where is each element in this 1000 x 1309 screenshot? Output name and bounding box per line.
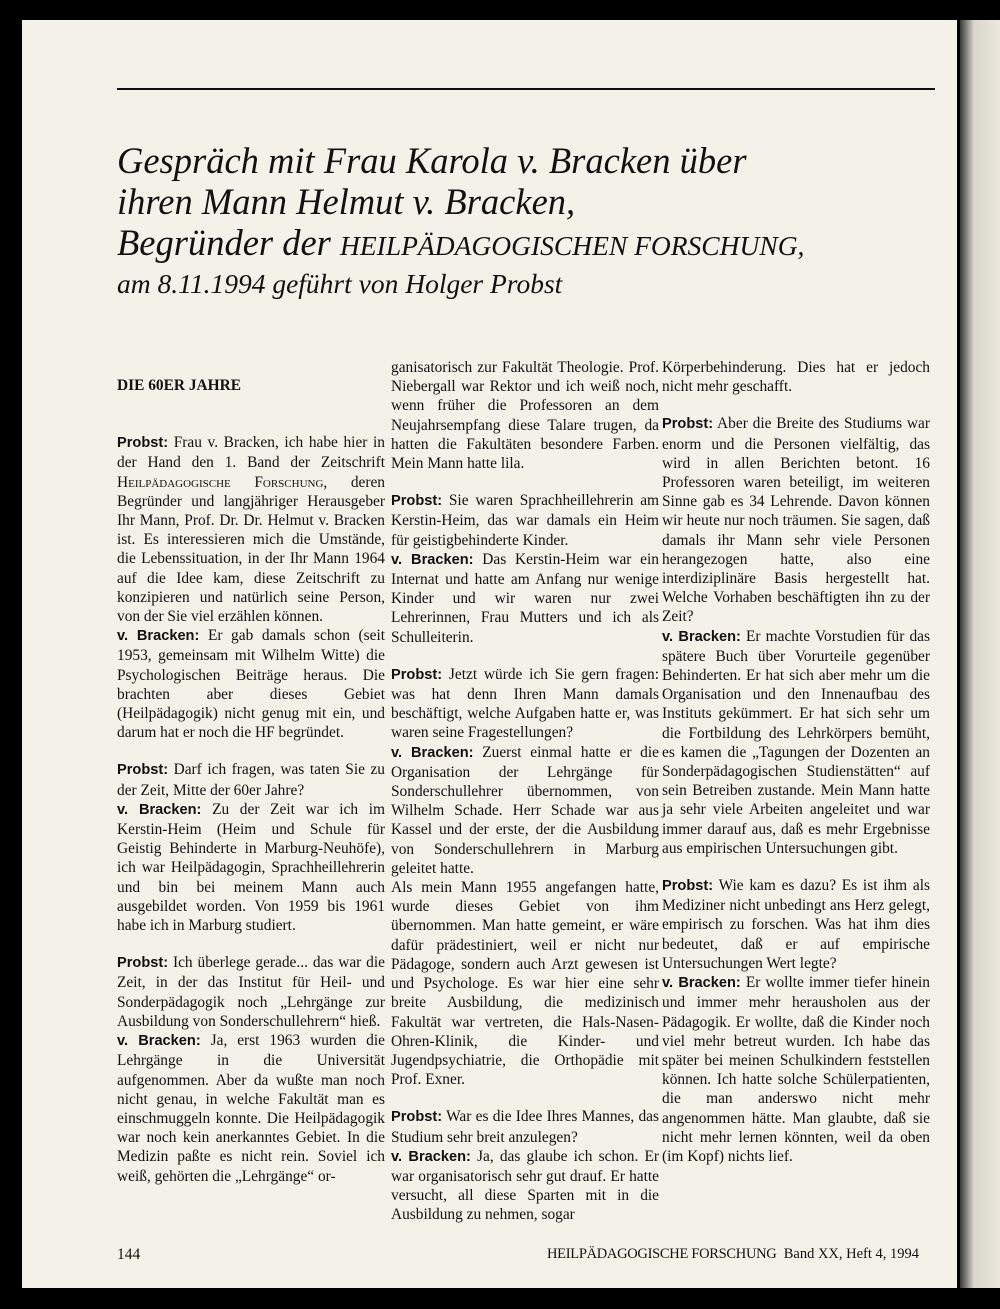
speaker-bracken: v. Bracken: [662, 628, 741, 645]
speaker-probst: Probst: [391, 1109, 443, 1126]
title-line-4: am 8.11.1994 geführt von Holger Probst [117, 268, 563, 299]
speaker-bracken: v. Bracken: [391, 1148, 471, 1165]
text-column-2 [391, 358, 659, 1225]
title-line-3: Begründer der HEILPÄDAGOGISCHEN FORSCHUNG, [117, 222, 805, 263]
footer-issue: Band XX, Heft 4, 1994 [783, 1246, 920, 1262]
page-number: 144 [117, 1246, 141, 1263]
paragraph: v. Bracken: Er wollte immer tiefer hinein und immer mehr herausholen aus der Pädagogik. Er wollte, daß die Kinder noch viel mehr betreut wurden. Ich habe das später bei meinen Schulkindern feststellen können. Ich hatte solche Schülerpatienten, die man anderswo nicht mehr angenommen hätte. Man glaubte, daß sie nicht mehr lernen könnten, weil da oben (im Kopf) nichts lief. [662, 974, 930, 1165]
paragraph: Als mein Mann 1955 angefangen hatte, wurde dieses Gebiet von ihm übernommen. Man hatte gemeint, er wäre dafür prädestiniert, weil er nicht nur Pädagoge, sondern auch Arzt gewesen ist und Psychologe. Es war hier eine sehr breite Ausbildung, die medizinisch Fakultät war vertreten, die Hals-Nasen-Ohren-Klinik, die Kinder- und Jugendpsychiatrie, die Orthopädie mit Prof. Exner. [391, 879, 659, 1089]
paragraph: v. Bracken: Das Kerstin-Heim war ein Internat und hatte am Anfang nur wenige Kinder und wir waren nur zwei Lehrerinnen, Frau Mutters und ich als Schulleiterin. [391, 550, 659, 646]
section-heading: DIE 60ER JAHRE [117, 377, 241, 394]
paragraph: Probst: Frau v. Bracken, ich habe hier in der Hand den 1. Band der Zeitschrift Heilpädagogische Forschung, deren Begründer und langjähriger Herausgeber Ihr Mann, Prof. Dr. Dr. Helmut v. Bracken ist. Es interessieren mich die Umstände, die Lebenssituation, in der Ihr Mann 1964 auf die Idee kam, diese Zeitschrift zu konzipieren und natürlich seine Person, von der Sie viel erzählen können. [117, 434, 386, 626]
speaker-probst: Probst: [117, 762, 169, 779]
title-line-1: Gespräch mit Frau Karola v. Bracken über [117, 140, 747, 181]
speaker-probst: Probst: [391, 666, 443, 683]
document-page [22, 20, 957, 1288]
top-rule [117, 88, 935, 90]
speaker-probst: Probst: [662, 878, 714, 895]
paragraph: ganisatorisch zur Fakultät Theologie. Prof. Niebergall war Rektor und ich weiß noch, wenn früher die Professoren an dem Neujahrsempfang diese Talare trugen, da hatten die Fakultäten besondere Farben. Mein Mann hatte lila. [391, 359, 659, 473]
paragraph: Probst: Darf ich fragen, was taten Sie zu der Zeit, Mitte der 60er Jahre? [117, 761, 385, 799]
paragraph: Probst: Wie kam es dazu? Es ist ihm als Mediziner nicht unbedingt ans Herz gelegt, empirisch zu forschen. Was hat ihm dies bedeutet, daß er auf empirische Untersuchungen Wert legte? [662, 877, 931, 972]
title-journal-name: HEILPÄDAGOGISCHEN FORSCHUNG, [340, 230, 805, 261]
paragraph: v. Bracken: Er machte Vorstudien für das spätere Buch über Vorurteile gegenüber Behinderten. Er hat sich aber mehr um die Organisation und den Innenaufbau des Instituts gekümmert. Er hat sich sehr um die Fortbildung des Lehrkörpers bemüht, es kamen die „Tagungen der Dozenten an Sonderpädagogischen Studienstätten“ auf sein Betreiben zustande. Mein Mann hatte ja sehr viele Arbeiten angeleitet und war immer darauf aus, daß es mehr Ergebnisse aus empirischen Untersuchungen gibt. [662, 627, 930, 857]
paragraph: v. Bracken: Ja, erst 1963 wurden die Lehrgänge in die Universität aufgenommen. Aber da wußte man noch nicht genau, in welche Fakultät man es einschmuggeln konnte. Die Heilpädagogik war noch kein anerkanntes Gebiet. In die Medizin paßte es nicht rein. Soviel ich weiß, gehörten die „Lehrgänge“ or- [117, 1032, 385, 1185]
speaker-probst: Probst: [117, 435, 169, 452]
article-title [117, 140, 937, 300]
speaker-probst: Probst: [117, 955, 169, 972]
speaker-bracken: v. Bracken: [391, 744, 474, 761]
paragraph: Probst: Sie waren Sprachheillehrerin am Kerstin-Heim, das war damals ein Heim für geistigbehinderte Kinder. [391, 492, 659, 549]
paragraph: Probst: Jetzt würde ich Sie gern fragen: was hat denn Ihren Mann damals beschäftigt, welche Aufgaben hatte er, was waren seine Fragestellungen? [391, 665, 659, 742]
text-column-1 [117, 376, 385, 1186]
speaker-bracken: v. Bracken: [391, 551, 474, 568]
journal-name: Heilpädagogische Forschung [117, 473, 324, 491]
speaker-bracken: v. Bracken: [117, 628, 200, 645]
speaker-bracken: v. Bracken: [662, 975, 741, 992]
paragraph: v. Bracken: Zuerst einmal hatte er die Organisation der Lehrgänge für Sonderschullehrer übernommen, von Wilhelm Schade. Herr Schade war aus Kassel und der erste, der die Ausbildung von Sonderschullehrern in Marburg geleitet hatte. [391, 743, 659, 877]
footer-journal-name: HEILPÄDAGOGISCHE FORSCHUNG [547, 1246, 777, 1262]
text-column-3 [662, 358, 930, 1166]
speaker-probst: Probst: [391, 493, 443, 510]
speaker-probst: Probst: [662, 416, 714, 433]
paragraph: Probst: Aber die Breite des Studiums war enorm und die Personen vielfältig, das wird in allen Berichten betont. 16 Professoren waren beteiligt, im weiteren Sinne gab es 34 Lehrende. Davon können wir heute nur noch träumen. Sie sagen, daß damals ihr Mann sehr viele Personen herangezogen hatte, also eine interdiziplinäre Basis hergestellt hat. Welche Vorhaben beschäftigten ihn zu der Zeit? [662, 415, 930, 626]
paragraph: v. Bracken: Zu der Zeit war ich im Kerstin-Heim (Heim und Schule für Geistig Behinderte in Marburg-Neuhöfe), ich war Heilpädagogin, Sprachheillehrerin und bin bei meinem Mann auch ausgebildet worden. Von 1959 bis 1961 habe ich in Marburg studiert. [117, 800, 385, 935]
speaker-bracken: v. Bracken: [117, 1033, 201, 1050]
paragraph: Probst: Ich überlege gerade... das war die Zeit, in der das Institut für Heil- und Sonderpädagogik noch „Lehrgänge zur Ausbildung von Sonderschullehrern“ hieß. [117, 954, 385, 1030]
paragraph: v. Bracken: Ja, das glaube ich schon. Er war organisatorisch sehr gut drauf. Er hatte versucht, all diese Sparten mit in die Ausbildung zu nehmen, sogar [391, 1147, 659, 1224]
next-page-edge [960, 20, 1000, 1288]
paragraph: Probst: War es die Idee Ihres Mannes, das Studium sehr breit anzulegen? [391, 1108, 659, 1146]
journal-footer [547, 1246, 919, 1263]
paragraph: v. Bracken: Er gab damals schon (seit 1953, gemeinsam mit Wilhelm Witte) die Psychologischen Beiträge heraus. Die brachten aber dieses Gebiet (Heilpädagogik) nicht genug mit ein, und darum hat er noch die HF begründet. [117, 627, 386, 742]
speaker-bracken: v. Bracken: [117, 801, 202, 818]
title-line-2: ihren Mann Helmut v. Bracken, [117, 181, 576, 222]
paragraph: Körperbehinderung. Dies hat er jedoch nicht mehr geschafft. [662, 359, 930, 396]
